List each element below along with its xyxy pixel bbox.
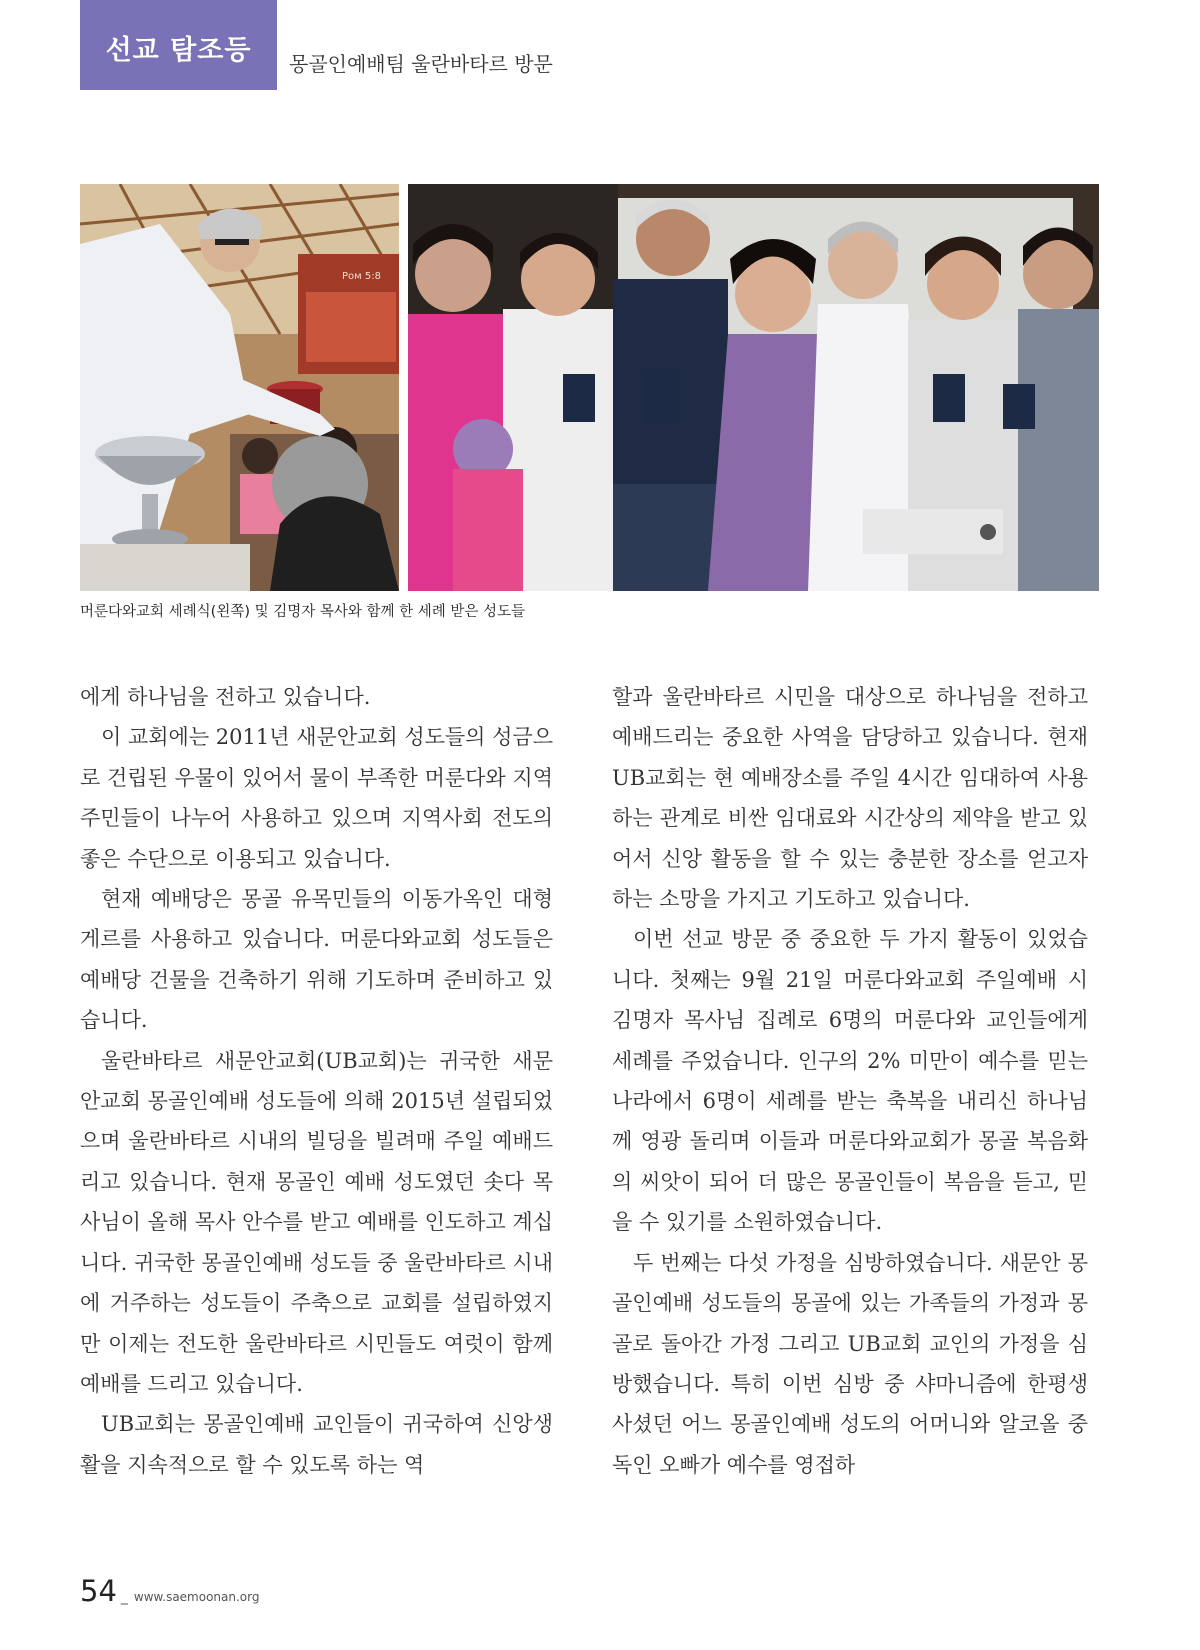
article-title: 몽골인예배팀 울란바타르 방문 bbox=[289, 52, 553, 76]
paragraph: UB교회는 몽골인예배 교인들이 귀국하여 신앙생활을 지속적으로 할 수 있도록 하는 역 bbox=[80, 1412, 553, 1477]
paragraph: 울란바타르 새문안교회(UB교회)는 귀국한 새문안교회 몽골인예배 성도들에 의해 2015년 설립되었으며 울란바타르 시내의 빌딩을 빌려매 주일 예배드리고 있습니다. 현재 몽골인 예배 성도였던 솟다 목사님이 올해 목사 안수를 받고 예배를 인도하고 계십니다. 귀국한 몽골인예배 성도들 중 울란바타르 시내에 거주하는 성도들이 주축으로 교회를 설립하였지만 이제는 전도한 울란바타르 시민들도 여럿이 함께 예배를 드리고 있습니다. bbox=[80, 1048, 553, 1396]
paragraph: 이 교회에는 2011년 새문안교회 성도들의 성금으로 건립된 우물이 있어서 물이 부족한 머룬다와 지역 주민들이 나누어 사용하고 있으며 지역사회 전도의 좋은 수단으로 이용되고 있습니다. bbox=[80, 725, 553, 871]
footer-separator: _ bbox=[120, 1589, 128, 1605]
right-column bbox=[612, 677, 1088, 1485]
baptism-photo bbox=[80, 184, 399, 591]
banner-verse: Ром 5:8 bbox=[342, 271, 381, 282]
paragraph: 에게 하나님을 전하고 있습니다. bbox=[80, 685, 371, 709]
paragraph: 할과 울란바타르 시민을 대상으로 하나님을 전하고 예배드리는 중요한 사역을 담당하고 있습니다. 현재 UB교회는 현 예배장소를 주일 4시간 임대하여 사용하는 관계로 비싼 임대료와 시간상의 제약을 받고 있어서 신앙 활동을 할 수 있는 충분한 장소를 얻고자 하는 소망을 가지고 기도하고 있습니다. bbox=[612, 685, 1088, 912]
group-photo bbox=[408, 184, 1099, 591]
paragraph: 두 번째는 다섯 가정을 심방하였습니다. 새문안 몽골인예배 성도들의 몽골에 있는 가족들의 가정과 몽골로 돌아간 가정 그리고 UB교회 교인의 가정을 심방했습니다. 특히 이번 심방 중 샤마니즘에 한평생 사셨던 어느 몽골인예배 성도의 어머니와 알코올 중독인 오빠가 예수를 영접하 bbox=[612, 1250, 1088, 1477]
section-label: 선교 탐조등 bbox=[80, 0, 277, 90]
website-link[interactable]: www.saemoonan.org bbox=[133, 1590, 260, 1604]
paragraph: 현재 예배당은 몽골 유목민들의 이동가옥인 대형 게르를 사용하고 있습니다. 머룬다와교회 성도들은 예배당 건물을 건축하기 위해 기도하며 준비하고 있습니다. bbox=[80, 887, 553, 1033]
left-column bbox=[80, 677, 553, 1485]
paragraph: 이번 선교 방문 중 중요한 두 가지 활동이 있었습니다. 첫째는 9월 21일 머룬다와교회 주일예배 시 김명자 목사님 집례로 6명의 머룬다와 교인들에게 세례를 주었습니다. 인구의 2% 미만이 예수를 믿는 나라에서 6명이 세례를 받는 축복을 내리신 하나님께 영광 돌리며 이들과 머룬다와교회가 몽골 복음화의 씨앗이 되어 더 많은 몽골인들이 복음을 듣고, 믿을 수 있기를 소원하였습니다. bbox=[612, 927, 1088, 1235]
page-footer bbox=[80, 1574, 259, 1608]
page-number: 54 bbox=[80, 1574, 117, 1608]
photo-caption: 머룬다와교회 세례식(왼쪽) 및 김명자 목사와 함께 한 세례 받은 성도들 bbox=[80, 604, 525, 620]
